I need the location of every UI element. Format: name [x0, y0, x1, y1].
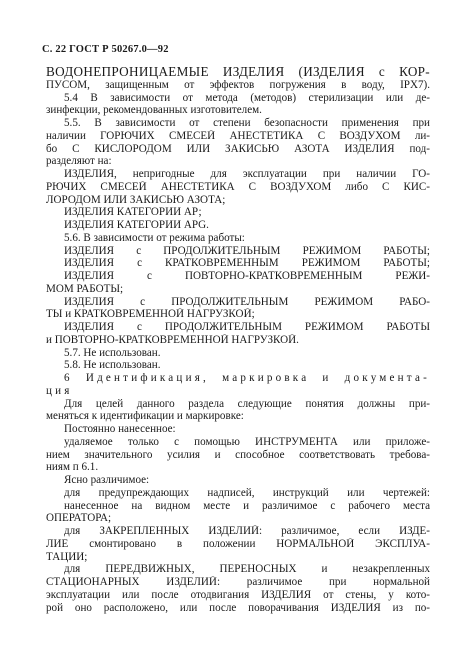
text-line: нанесенное на видном месте и различимое с рабочего места	[64, 499, 430, 512]
text-line: ТЫ и КРАТКОВРЕМЕННОЙ НАГРУЗКОЙ;	[46, 308, 255, 321]
text-line: 5.8. Не использован.	[64, 359, 161, 372]
text-line: 5.5. В зависимости от степени безопасности применения при	[64, 117, 430, 129]
text-line: ТАЦИИ;	[46, 550, 88, 563]
text-line: зинфекции, рекомендованных изготовителем.	[46, 104, 262, 117]
text-line: ИЗДЕЛИЯ с ПОВТОРНО-КРАТКОВРЕМЕННЫМ РЕЖИ-	[64, 270, 430, 282]
text-line: нием значительного усилия и способное соответствовать требова-	[46, 448, 430, 461]
text-line: бо С КИСЛОРОДОМ ИЛИ ЗАКИСЬЮ АЗОТА ИЗДЕЛИЯ под-	[46, 142, 430, 155]
text-line: Постоянно нанесенное:	[64, 423, 176, 435]
text-line: ИЗДЕЛИЯ с КРАТКОВРЕМЕННЫМ РЕЖИМОМ РАБОТЫ;	[64, 257, 430, 270]
text-line: для ЗАКРЕПЛЕННЫХ ИЗДЕЛИЙ: различимое, если ИЗДЕ-	[64, 525, 430, 537]
text-line: наличии ГОРЮЧИХ СМЕСЕЙ АНЕСТЕТИКА С ВОЗДУХОМ ли-	[46, 129, 430, 142]
text-line: ЛИЕ смонтировано в положении НОРМАЛЬНОЙ ЭКСПЛУА-	[46, 537, 430, 550]
text-line: для ПЕРЕДВИЖНЫХ, ПЕРЕНОСНЫХ и незакрепленных	[64, 563, 430, 576]
text-line: ИЗДЕЛИЯ КАТЕГОРИИ APG.	[64, 219, 209, 231]
text-line: 5.4 В зависимости от метода (методов) стерилизации или де-	[64, 91, 430, 104]
text-line: 5.7. Не использован.	[64, 346, 161, 359]
text-line: ВОДОНЕПРОНИЦАЕМЫЕ ИЗДЕЛИЯ (ИЗДЕЛИЯ с КОР-	[46, 66, 430, 79]
text-line: ИЗДЕЛИЯ, непригодные для эксплуатации при наличии ГО-	[64, 168, 430, 180]
text-line: ИЗДЕЛИЯ с ПРОДОЛЖИТЕЛЬНЫМ РЕЖИМОМ РАБО-	[64, 295, 430, 308]
text-line: ПУСОМ, защищенным от эффектов погружения в воду, IPX7).	[46, 78, 430, 91]
text-line: разделяют на:	[46, 155, 112, 168]
text-line: удаляемое только с помощью ИНСТРУМЕНТА или приложе-	[64, 435, 430, 448]
text-line: ЛОРОДОМ ИЛИ ЗАКИСЬЮ АЗОТА;	[46, 193, 226, 206]
page-header: С. 22 ГОСТ Р 50267.0—92	[42, 44, 169, 55]
text-line: СТАЦИОНАРНЫХ ИЗДЕЛИЙ: различимое при нормальной	[46, 576, 430, 588]
text-line: ОПЕРАТОРА;	[46, 512, 112, 525]
text-line: ИЗДЕЛИЯ КАТЕГОРИИ АР;	[64, 206, 202, 219]
text-line: и ПОВТОРНО-КРАТКОВРЕМЕННОЙ НАГРУЗКОЙ.	[46, 333, 299, 346]
text-line: Для целей данного раздела следующие понятия должны при-	[64, 397, 430, 410]
section-heading: 6 Идентификация, маркировка и документа-	[64, 372, 430, 384]
text-line: МОМ РАБОТЫ;	[46, 282, 124, 295]
text-line: рой оно расположено, или после поворачивания ИЗДЕЛИЯ из по-	[46, 601, 430, 614]
body-text	[46, 66, 430, 614]
text-line: эксплуатации или после отодвигания ИЗДЕЛИЯ от стены, у кото-	[46, 588, 430, 601]
text-line: меняться к идентификации и маркировке:	[46, 410, 244, 423]
text-line: РЮЧИХ СМЕСЕЙ АНЕСТЕТИКА С ВОЗДУХОМ либо С КИС-	[46, 180, 430, 193]
text-line: Ясно различимое:	[64, 474, 150, 486]
text-line: ИЗДЕЛИЯ с ПРОДОЛЖИТЕЛЬНЫМ РЕЖИМОМ РАБОТЫ;	[64, 244, 430, 257]
text-line: ИЗДЕЛИЯ с ПРОДОЛЖИТЕЛЬНЫМ РЕЖИМОМ РАБОТЫ	[64, 321, 430, 333]
text-line: 5.6. В зависимости от режима работы:	[64, 231, 245, 244]
text-line: для предупреждающих надписей, инструкций или чертежей:	[64, 486, 430, 499]
section-heading: ция	[46, 384, 73, 397]
text-line: ниям п 6.1.	[46, 461, 99, 474]
